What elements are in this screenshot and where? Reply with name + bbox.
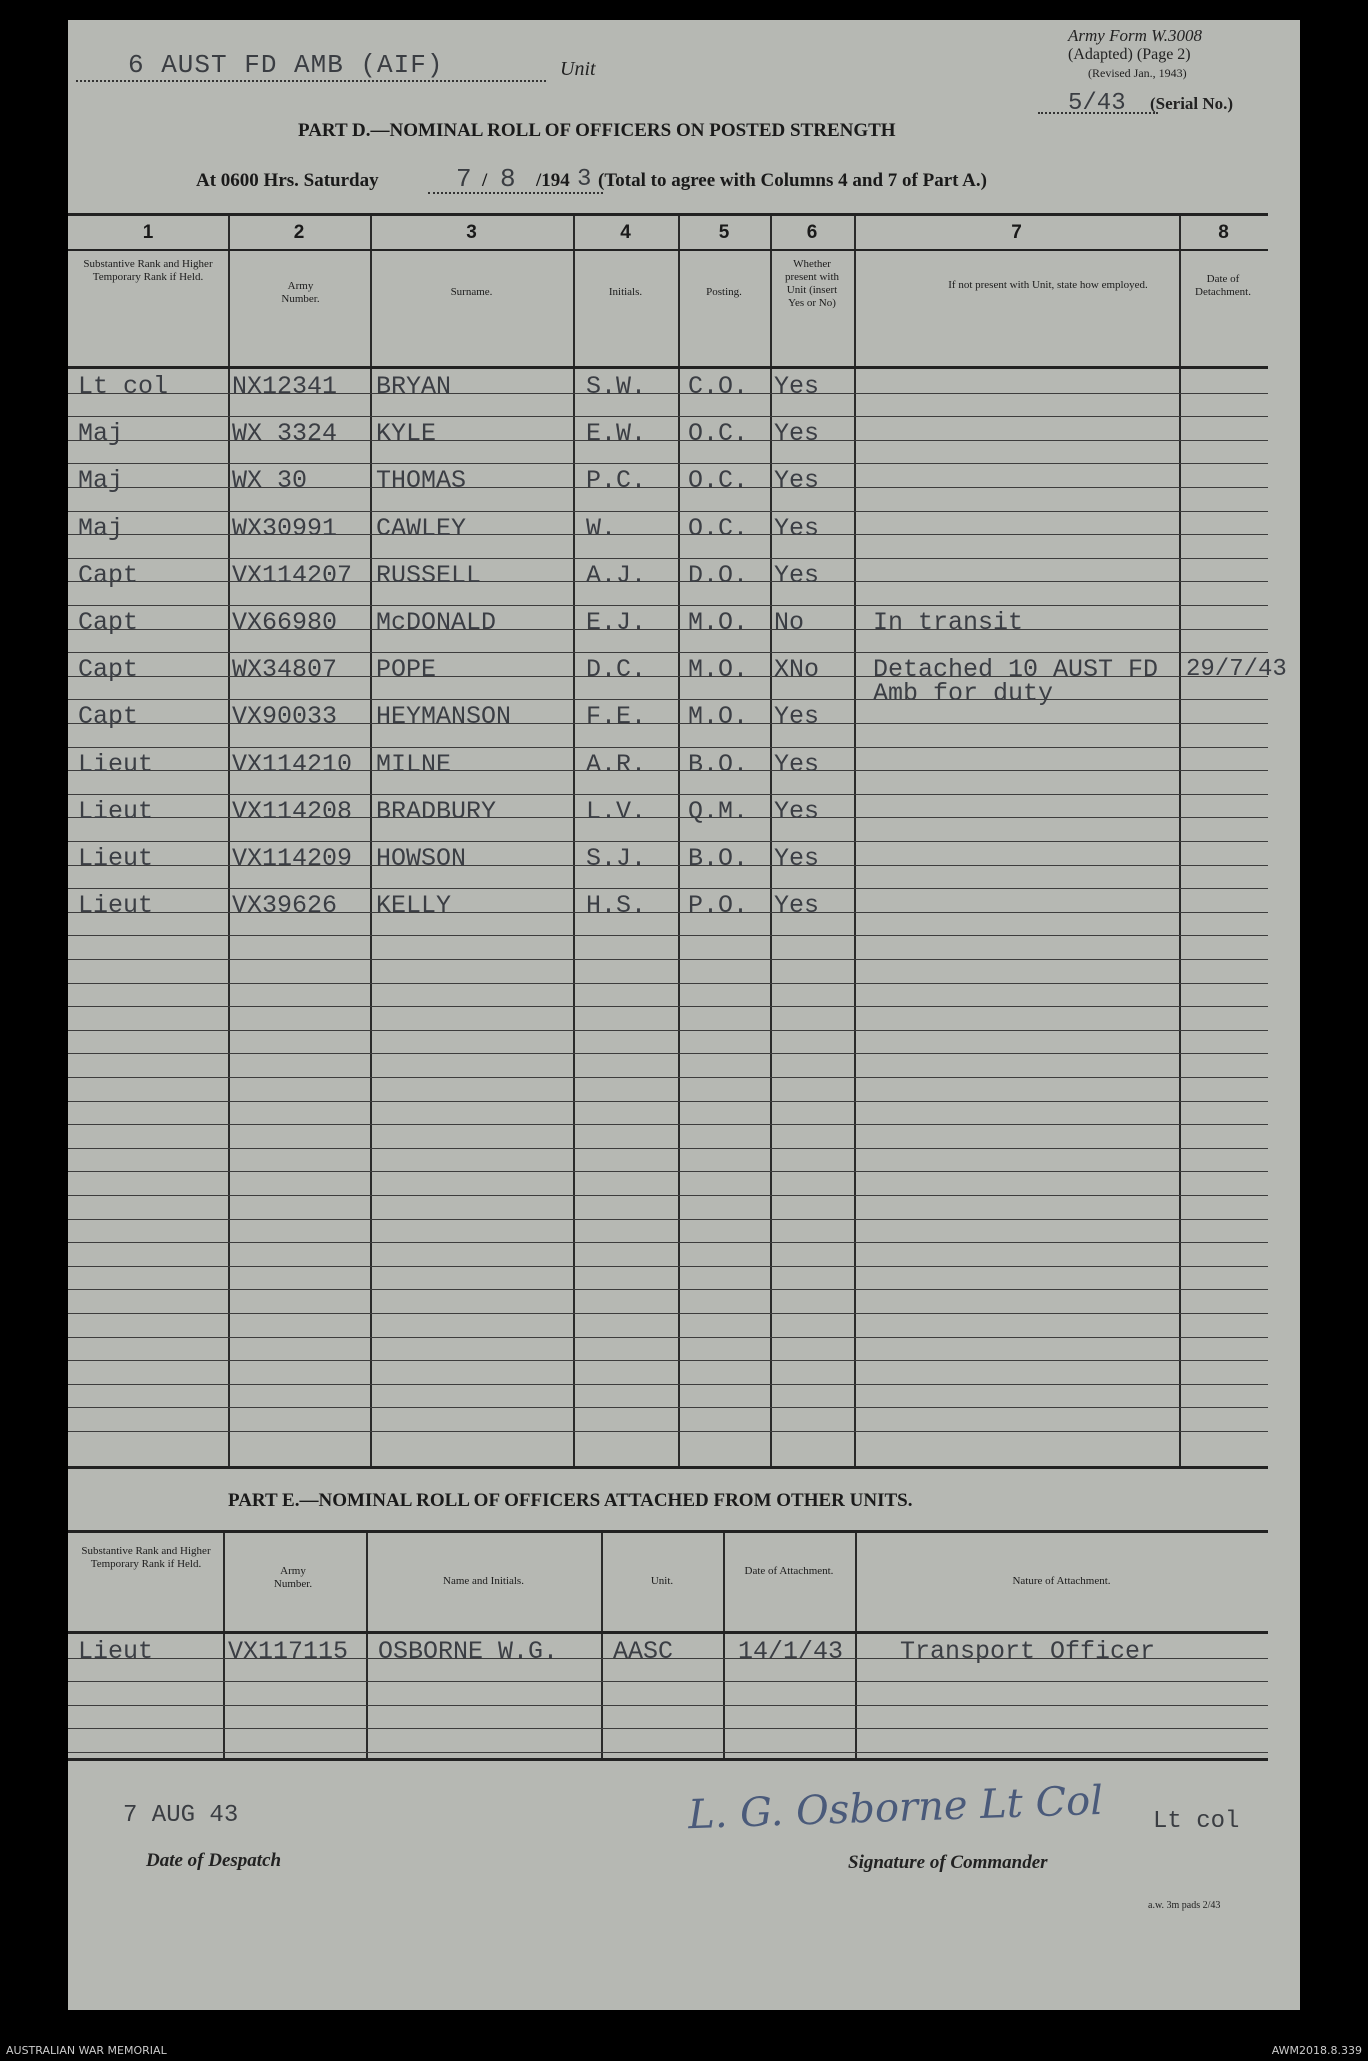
cell-rank: Lieut: [78, 844, 154, 873]
cell-number: WX34807: [232, 655, 338, 685]
rule-line: [68, 1289, 1268, 1290]
cell-posting: M.O.: [688, 608, 749, 637]
cell-number: VX114209: [232, 844, 353, 873]
rule-line: [68, 794, 1268, 795]
rule-line: [68, 1101, 1268, 1102]
rule-line: [68, 1148, 1268, 1149]
col-divider: [723, 1533, 725, 1758]
cell-rank: Maj: [78, 466, 124, 496]
cell-employed: Detached 10 AUST FD: [873, 655, 1159, 685]
header-divider: [68, 366, 1268, 369]
cell-surname: THOMAS: [376, 466, 467, 496]
col-number: 2: [293, 222, 305, 243]
date-year-digit: 3: [577, 166, 592, 193]
despatch-value: 7 AUG 43: [123, 1802, 239, 1829]
cell-employed: In transit: [873, 608, 1024, 637]
cell-employed-cont: Amb for duty: [873, 679, 1054, 709]
cell-present: Yes: [774, 513, 820, 543]
col-divider: [855, 1533, 857, 1758]
form-revised: (Revised Jan., 1943): [1088, 66, 1187, 80]
rule-line: [68, 416, 1268, 417]
col-header-initials: Initials.: [608, 286, 643, 298]
form-adapted: (Adapted) (Page 2): [1068, 46, 1191, 63]
col-divider: [366, 1533, 368, 1758]
cell-number: WX30991: [232, 513, 338, 543]
col-header-attach-date: Date of Attachment.: [744, 1565, 834, 1577]
cell-present: Yes: [774, 466, 820, 496]
cell-present: No: [774, 608, 805, 637]
rule-line: [68, 605, 1268, 606]
cell-surname: BRYAN: [376, 372, 452, 401]
rule-line: [68, 888, 1268, 889]
cell-posting: M.O.: [688, 702, 749, 732]
cell-initials: S.J.: [586, 844, 647, 873]
col-number: 7: [1011, 222, 1022, 243]
cell-present: Yes: [774, 844, 820, 873]
cell-surname: POPE: [376, 655, 437, 685]
cell-rank: Maj: [78, 419, 124, 449]
rule-line: [68, 1006, 1268, 1007]
cell-present: Yes: [774, 419, 820, 449]
col-header-army-number: Army Number.: [281, 280, 320, 305]
cell-number: VX90033: [232, 702, 338, 732]
col-header-army-number: Army Number.: [273, 1565, 313, 1590]
col-header-present: Whether present with Unit (insert Yes or No): [784, 258, 840, 309]
col-divider: [223, 1533, 225, 1758]
col-header-name: Name and Initials.: [443, 1575, 524, 1587]
rule-line: [68, 1728, 1268, 1729]
header-divider: [68, 1631, 1268, 1634]
cell-surname: KELLY: [376, 891, 452, 921]
cell-initials: E.W.: [586, 419, 647, 449]
cell-surname: HEYMANSON: [376, 702, 512, 732]
rule-line: [68, 747, 1268, 748]
cell-initials: P.C.: [586, 466, 647, 496]
cell-rank: Lieut: [78, 749, 154, 779]
cell-present: XNo: [774, 655, 820, 685]
cell-number: VX114207: [232, 560, 353, 590]
rule-line: [68, 1407, 1268, 1408]
rule-line: [68, 1030, 1268, 1031]
col-number: 1: [142, 222, 154, 243]
rule-line: [68, 1313, 1268, 1314]
cell-number: VX117115: [228, 1637, 349, 1666]
cell-posting: O.C.: [688, 466, 749, 496]
num-row-divider: [68, 249, 1268, 251]
rule-line: [68, 959, 1268, 960]
date-slash: /: [482, 170, 488, 191]
date-day: 7: [456, 164, 472, 194]
cell-initials: E.J.: [586, 608, 647, 637]
rule-line: [68, 1266, 1268, 1267]
cell-surname: CAWLEY: [376, 513, 467, 543]
rule-line: [68, 1337, 1268, 1338]
col-header-surname: Surname.: [450, 286, 493, 298]
cell-present: Yes: [774, 702, 820, 732]
col-header-rank: Substantive Rank and Higher Temporary Rank if Held.: [83, 258, 213, 283]
rule-line: [68, 1171, 1268, 1172]
cell-number: WX 3324: [232, 419, 338, 449]
rule-line: [68, 1053, 1268, 1054]
rule-line: [68, 1195, 1268, 1196]
despatch-label: Date of Despatch: [146, 1850, 282, 1871]
rule-line: [68, 1219, 1268, 1220]
cell-posting: B.O.: [688, 749, 749, 779]
part-d-table: [68, 213, 1287, 1469]
cell-number: WX 30: [232, 466, 308, 496]
cell-rank: Capt: [78, 655, 139, 685]
date-suffix: (Total to agree with Columns 4 and 7 of Part A.): [598, 170, 987, 191]
rule-line: [68, 983, 1268, 984]
rule-line: [68, 1384, 1268, 1385]
cell-number: VX114208: [232, 796, 353, 826]
cell-surname: McDONALD: [376, 608, 497, 637]
cell-posting: C.O.: [688, 372, 749, 401]
cell-surname: MILNE: [376, 749, 452, 779]
cell-present: Yes: [774, 372, 820, 401]
cell-posting: Q.M.: [688, 796, 749, 826]
form-id: Army Form W.3008: [1068, 26, 1202, 45]
cell-present: Yes: [774, 891, 820, 921]
col-header-posting: Posting.: [706, 286, 742, 298]
part-e-table: [68, 1530, 1268, 1761]
cell-initials: A.J.: [586, 560, 647, 590]
cell-present: Yes: [774, 749, 820, 779]
cell-rank: Capt: [78, 608, 139, 637]
cell-number: VX114210: [232, 749, 353, 779]
cell-date: 29/7/43: [1186, 656, 1287, 684]
cell-nature: Transport Officer: [900, 1637, 1156, 1666]
cell-initials: W.: [586, 513, 617, 543]
cell-initials: H.S.: [586, 891, 647, 921]
credit-left: AUSTRALIAN WAR MEMORIAL: [6, 2044, 167, 2057]
signature-rank: Lt col: [1153, 1808, 1240, 1835]
col-number: 4: [620, 222, 631, 243]
cell-unit: AASC: [613, 1637, 674, 1666]
col-header-rank: Substantive Rank and Higher Temporary Rank if Held.: [81, 1545, 211, 1570]
print-note: a.w. 3m pads 2/43: [1148, 1900, 1221, 1911]
cell-initials: D.C.: [586, 655, 647, 685]
cell-number: VX66980: [232, 608, 338, 637]
rule-line: [68, 1242, 1268, 1243]
cell-posting: O.C.: [688, 419, 749, 449]
signature-label: Signature of Commander: [848, 1852, 1048, 1873]
cell-initials: F.E.: [586, 702, 647, 732]
serial-label: (Serial No.): [1150, 94, 1234, 113]
rule-line: [68, 463, 1268, 464]
cell-present: Yes: [774, 560, 820, 590]
form-sheet: [68, 20, 1300, 2010]
col-header-employed: If not present with Unit, state how employed.: [948, 279, 1148, 291]
cell-name: OSBORNE W.G.: [378, 1637, 559, 1666]
rule-line: [68, 511, 1268, 512]
part-e-title: PART E.—NOMINAL ROLL OF OFFICERS ATTACHED FROM OTHER UNITS.: [228, 1490, 913, 1511]
cell-posting: M.O.: [688, 655, 749, 685]
cell-rank: Maj: [78, 513, 124, 543]
col-number: 6: [806, 222, 818, 243]
rule-line: [68, 935, 1268, 936]
cell-surname: BRADBURY: [376, 796, 497, 826]
rule-line: [68, 558, 1268, 559]
cell-rank: Capt: [78, 560, 139, 590]
rule-line: [68, 1431, 1268, 1432]
cell-surname: KYLE: [376, 419, 437, 449]
cell-initials: S.W.: [586, 372, 647, 401]
col-number: 8: [1218, 222, 1229, 243]
credit-right: AWM2018.8.339: [1271, 2044, 1362, 2057]
cell-date: 14/1/43: [738, 1637, 844, 1666]
date-year-prefix: /194: [536, 170, 570, 191]
cell-rank: Lieut: [78, 796, 154, 826]
col-header-unit: Unit.: [650, 1575, 674, 1587]
rule-line: [68, 1681, 1268, 1682]
date-month: 8: [500, 164, 516, 194]
col-header-nature: Nature of Attachment.: [1012, 1575, 1111, 1587]
cell-initials: A.R.: [586, 749, 647, 779]
cell-rank: Capt: [78, 702, 139, 732]
serial-value: 5/43: [1068, 90, 1126, 117]
cell-rank: Lieut: [78, 891, 154, 921]
rule-line: [68, 1705, 1268, 1706]
cell-rank: Lieut: [78, 1637, 154, 1666]
cell-posting: O.C.: [688, 513, 749, 543]
cell-initials: L.V.: [586, 796, 647, 826]
unit-value: 6 AUST FD AMB (AIF): [128, 50, 444, 80]
cell-number: NX12341: [232, 372, 338, 401]
cell-posting: B.O.: [688, 844, 749, 873]
cell-rank: Lt col: [78, 372, 169, 401]
col-number: 5: [718, 222, 730, 243]
cell-surname: RUSSELL: [376, 560, 482, 590]
cell-present: Yes: [774, 796, 820, 826]
cell-number: VX39626: [232, 891, 338, 921]
cell-surname: HOWSON: [376, 844, 467, 873]
rule-line: [68, 699, 1268, 700]
rule-line: [68, 1752, 1268, 1753]
part-d-title: PART D.—NOMINAL ROLL OF OFFICERS ON POSTED STRENGTH: [298, 120, 896, 141]
date-prefix: At 0600 Hrs. Saturday: [196, 170, 379, 191]
col-number: 3: [466, 222, 477, 243]
rule-line: [68, 1124, 1268, 1125]
rule-line: [68, 652, 1268, 653]
cell-posting: D.O.: [688, 560, 749, 590]
rule-line: [68, 841, 1268, 842]
unit-label: Unit: [560, 58, 596, 80]
cell-posting: P.O.: [688, 891, 749, 921]
col-divider: [601, 1533, 603, 1758]
rule-line: [68, 1077, 1268, 1078]
signature: L. G. Osborne Lt Col: [687, 1777, 1104, 1839]
col-header-detachment: Date of Detachment.: [1195, 273, 1251, 298]
rule-line: [68, 1360, 1268, 1361]
